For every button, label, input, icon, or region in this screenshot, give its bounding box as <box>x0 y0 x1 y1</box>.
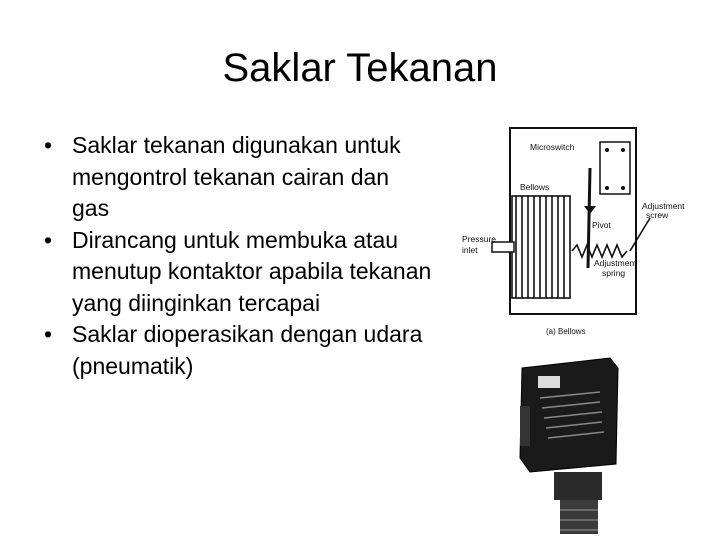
bellows-element <box>512 196 570 298</box>
label-adjustment-spring-1: Adjustment <box>594 258 637 268</box>
bullet-list <box>38 130 438 382</box>
pivot-point <box>584 206 596 214</box>
label-pressure-inlet-1: Pressure <box>462 234 497 244</box>
bullet-marker: • <box>44 226 53 253</box>
slide-title: Saklar Tekanan <box>222 46 498 90</box>
label-microswitch: Microswitch <box>530 142 575 152</box>
label-pressure-inlet-2: inlet <box>462 245 478 255</box>
pressure-switch-figure <box>450 106 690 540</box>
adjustment-screw <box>630 218 650 251</box>
pressure-switch-photo <box>520 358 618 534</box>
label-adjustment-spring-2: spring <box>602 268 626 278</box>
label-adjustment-screw-2: screw <box>646 210 669 220</box>
bullet-text: Saklar dioperasikan dengan udara (pneumatik) <box>72 321 423 379</box>
label-adjustment-screw-1: Adjustment <box>642 201 685 211</box>
bullet-marker: • <box>44 321 53 347</box>
bullet-text: Saklar tekanan digunakan untuk mengontrol tekanan cairan dan gas <box>72 132 401 221</box>
bullet-item <box>38 225 438 320</box>
bullet-item <box>38 130 438 225</box>
microswitch-block <box>600 142 630 194</box>
bullet-marker: • <box>44 132 53 158</box>
label-pivot: Pivot <box>592 220 611 230</box>
bullet-item <box>38 319 438 382</box>
label-bellows: Bellows <box>520 182 550 192</box>
figure-caption: (a) Bellows <box>546 327 586 336</box>
bullet-text: Dirancang untuk membuka atau menutup kontaktor apabila tekanan yang diinginkan tercapai <box>72 226 432 316</box>
bellows-diagram <box>450 106 690 540</box>
adjustment-spring <box>572 245 627 257</box>
